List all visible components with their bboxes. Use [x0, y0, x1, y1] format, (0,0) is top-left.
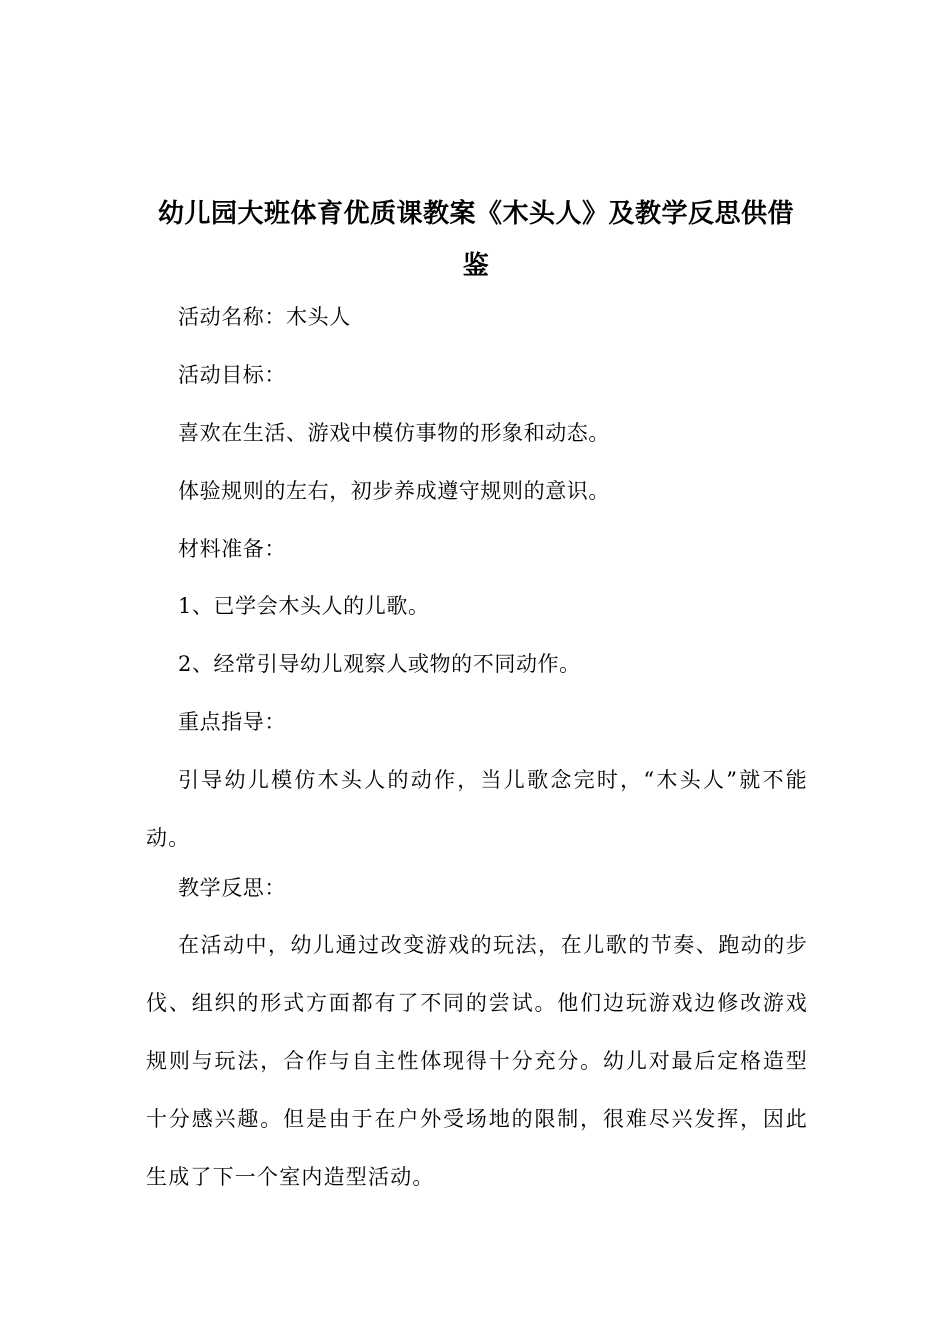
- materials-heading: 材料准备：: [178, 537, 286, 561]
- document-title: 幼儿园大班体育优质课教案《木头人》及教学反思供借鉴: [157, 199, 794, 281]
- reflection-heading: 教学反思：: [178, 876, 286, 900]
- guidance-paragraph: 引导幼儿模仿木头人的动作，当儿歌念完时，“木头人”就不能动。: [146, 768, 808, 850]
- reflection-paragraph: 在活动中，幼儿通过改变游戏的玩法，在儿歌的节奏、跑动的步伐、组织的形式方面都有了不同的尝试。他们边玩游戏边修改游戏规则与玩法，合作与自主性体现得十分充分。幼儿对最后定格造型十分感兴趣。但是由于在户外受场地的限制，很难尽兴发挥，因此生成了下一个室内造型活动。: [146, 933, 808, 1189]
- guidance-heading: 重点指导：: [178, 710, 286, 734]
- goal-item-2: 体验规则的左右，初步养成遵守规则的意识。: [178, 479, 610, 503]
- activity-name-line: 活动名称：木头人: [178, 305, 351, 329]
- goals-heading: 活动目标：: [178, 363, 286, 387]
- goal-item-1: 喜欢在生活、游戏中模仿事物的形象和动态。: [178, 421, 610, 445]
- material-item-1: 1、已学会木头人的儿歌。: [178, 594, 430, 618]
- material-item-2: 2、经常引导幼儿观察人或物的不同动作。: [178, 652, 581, 676]
